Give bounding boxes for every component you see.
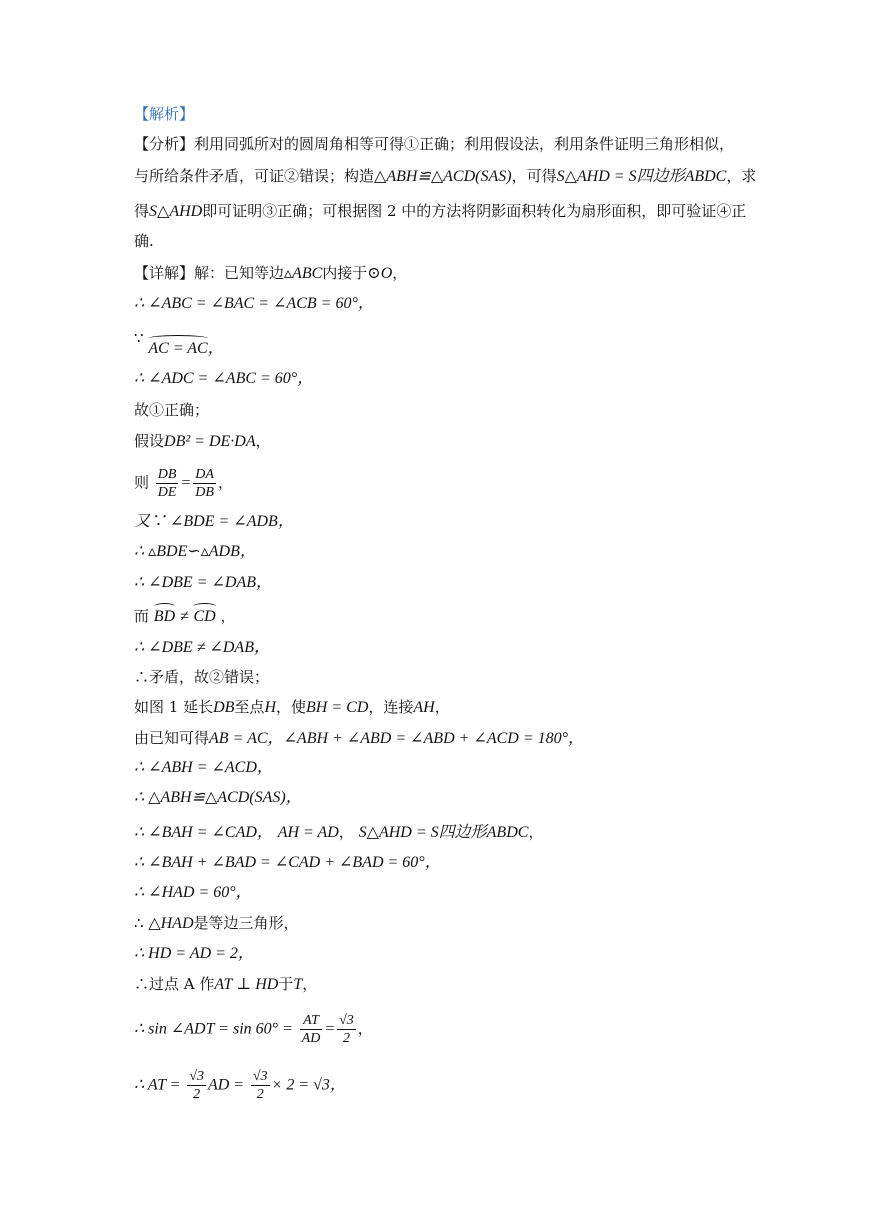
denominator: 2 [256,1087,264,1102]
segment-ah: AH [413,699,435,716]
arc-ac-equation: AC = AC [148,338,207,360]
detail-line-9: ∴ ▵BDE∽▵ADB， [134,543,256,560]
assumption-equation: DB² = DE·DA [164,433,256,450]
analysis-text: ，求 [726,167,757,185]
area-equation: S△AHD = S四边形ABDC [358,824,529,841]
detail-text: 至点 [234,698,265,716]
detail-text: ， [302,975,318,993]
detail-line-14 [134,696,450,719]
segment-db: DB [213,699,235,716]
ab-equals-ac: AB = AC [209,730,268,747]
ah-equals-ad: AH = AD [277,824,339,841]
area-equation: S△AHD = S四边形ABDC [556,168,727,185]
detail-line-7 [134,466,233,501]
detail-line-13: ∴矛盾，故②错误； [134,668,270,686]
detail-line-8: 又∵ ∠BDE = ∠ADB， [134,513,294,530]
detail-text: 于 [278,975,294,993]
detail-text: ， [528,823,544,841]
detail-line-12: ∴ ∠DBE ≠ ∠DAB， [134,639,270,656]
detail-text: ， [255,432,271,450]
numerator: DA [195,467,214,482]
analysis-line-1: 【分析】利用同弧所对的圆周角相等可得①正确；利用假设法，利用条件证明三角形相似， [134,135,735,153]
angle-sum-equation: ，∠ABH + ∠ABD = ∠ABD + ∠ACD = 180°， [267,730,585,747]
result-expression: × 2 = √3， [271,1076,346,1094]
denominator: AD [301,1031,321,1046]
detail-line-24 [134,1012,373,1047]
sine-expression: ∴ sin ∠ADT = sin 60° = [134,1020,293,1038]
detail-text: ， [434,698,450,716]
detail-line-6 [134,430,271,453]
congruence-expression: △ABH≌△ACD(SAS) [374,168,512,185]
detail-text: 而 [134,607,150,625]
bh-equals-cd: BH = CD [306,699,369,716]
because-symbol: ∵ [134,329,144,347]
analysis-line-3 [134,200,746,223]
denominator: 2 [193,1087,201,1102]
detail-text: ， [217,473,233,492]
arc-cd: CD [193,606,215,628]
detail-line-11 [134,605,236,628]
equals-sign: = [324,1020,336,1038]
detail-line-20: ∴ ∠HAD = 60°， [134,884,252,901]
detail-text: 由已知可得 [134,729,210,747]
analysis-text: 与所给条件矛盾，可证②错误；构造 [134,167,375,185]
detail-text: 内接于 [322,264,368,282]
numerator: √3 [339,1013,354,1028]
detail-line-19: ∴ ∠BAH + ∠BAD = ∠CAD + ∠BAD = 60°， [134,854,441,871]
detail-text: ， [392,264,408,282]
circle-o: ⊙O [367,265,393,282]
numerator: DB [157,467,177,482]
detail-text: 则 [134,473,150,492]
analysis-text: 得 [134,202,150,220]
section-heading: 【解析】 [134,105,195,123]
detail-line-17: ∴ △ABH≌△ACD(SAS)， [134,789,302,806]
detail-line-1 [134,262,407,285]
detail-line-4: ∴ ∠ADC = ∠ABC = 60°， [134,370,314,387]
detail-line-18 [134,821,543,844]
point-t: T [293,976,303,993]
detail-text: ， [338,823,354,841]
detail-line-5: 故①正确； [134,401,210,419]
arc-equation [148,340,223,357]
angle-equation: ∴ ∠BAH = ∠CAD， [134,824,273,841]
arc-bd: BD [154,606,175,628]
detail-text: ，连接 [368,698,414,716]
detail-line-3 [134,327,224,357]
detail-text: 是等边三角形， [193,914,299,932]
detail-text: ， [357,1019,373,1038]
not-equal-sign: ≠ [179,608,189,625]
detail-text: 假设 [134,432,165,450]
detail-text: ， [207,340,224,357]
denominator: DB [195,485,214,500]
perpendicular-at-hd: AT ⊥ HD [214,976,279,993]
analysis-line-4: 确. [134,232,154,250]
point-h: H [264,699,276,716]
triangle-abc: ▵ABC [284,265,323,282]
detail-line-23 [134,973,317,996]
at-expression: ∴ AT = [134,1076,181,1094]
fraction-db-de [156,466,179,501]
detail-line-16: ∴ ∠ABH = ∠ACD， [134,759,273,776]
area-symbol: S△AHD [149,203,203,220]
detail-text: 如图 1 延长 [134,698,214,716]
analysis-text: ，可得 [511,167,557,185]
equals-sign: = [180,474,192,492]
therefore-symbol: ∴ [134,914,149,932]
detail-text: ∴过点 A 作 [134,975,215,993]
fraction-sqrt3-2 [251,1068,270,1103]
analysis-text: 即可证明③正确；可根据图 2 中的方法将阴影面积转化为扇形面积，即可验证④正 [202,202,747,220]
detail-text: ， [220,607,236,625]
detail-line-15 [134,727,584,750]
detail-line-25 [134,1068,346,1103]
fraction-sqrt3-2 [187,1068,206,1103]
detail-line-2: ∴ ∠ABC = ∠BAC = ∠ACB = 60°， [134,295,374,312]
detail-line-22: ∴ HD = AD = 2， [134,945,254,962]
fraction-sqrt3-2 [337,1012,356,1047]
denominator: DE [157,485,177,500]
numerator: AT [300,1012,323,1030]
triangle-had: △HAD [148,915,194,932]
numerator: √3 [189,1069,204,1084]
detail-text: ，使 [276,698,307,716]
analysis-line-2 [134,165,756,188]
fraction-at-ad [300,1012,323,1047]
detail-line-10: ∴ ∠DBE = ∠DAB， [134,574,272,591]
ad-expression: AD = [207,1076,245,1094]
numerator: √3 [252,1069,268,1084]
detail-text: 【详解】解：已知等边 [134,264,285,282]
detail-line-21 [134,912,299,935]
denominator: 2 [342,1031,350,1046]
fraction-da-db [193,466,216,501]
